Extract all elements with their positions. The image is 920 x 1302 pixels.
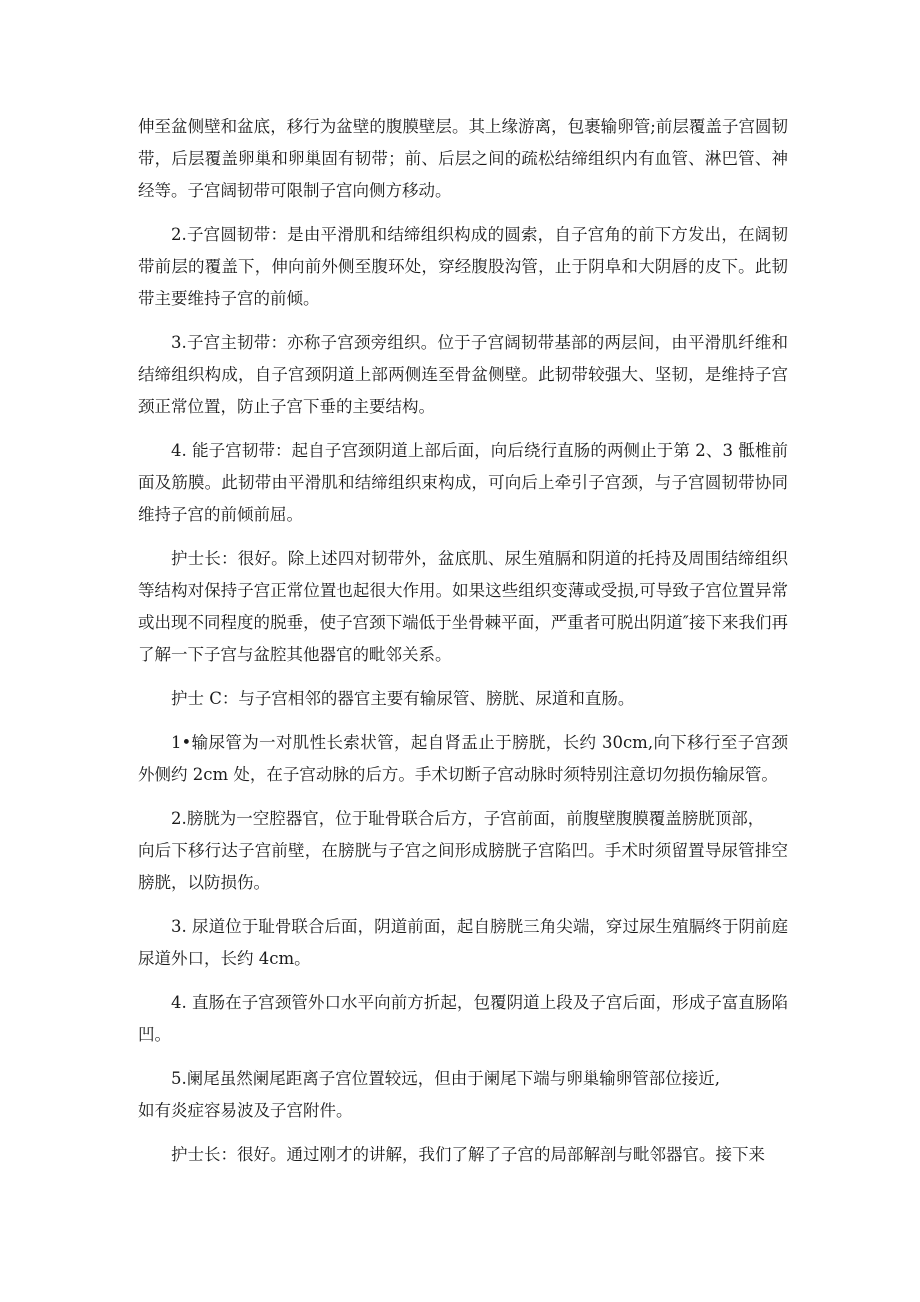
paragraph-rectum: 4. 直肠在子宫颈管外口水平向前方折起，包覆阴道上段及子宫后面，形成子富直肠陷凹。: [138, 993, 788, 1044]
paragraph-bladder-line1: 2.膀胱为一空腔器官，位于耻骨联合后方，子宫前面，前腹壁腹膜覆盖膀胱顶部，: [171, 809, 765, 828]
paragraph-ureter: 1•输尿管为一对肌性长索状管，起自肾盂止于膀胱，长约 30cm,向下移行至子宫颈外侧约 2cm 处，在子宫动脉的后方。手术切断子宫动脉时须特别注意切勿损伤输尿管。: [138, 733, 788, 784]
paragraph-bladder-line2: 向后下移行达子宫前壁，在膀胱与子宫之间形成膀胱子宫陷凹。手术时须留置导尿管排空膀胱，以防损伤。: [138, 841, 788, 892]
paragraph-head-nurse-summary: 护士长：很好。通过刚才的讲解，我们了解了子宫的局部解剖与毗邻器官。接下来: [171, 1145, 765, 1164]
paragraph-cardinal-ligament: 3.子宫主韧带：亦称子宫颈旁组织。位于子宫阔韧带基部的两层间，由平滑肌纤维和结缔组织构成，自子宫颈阴道上部两侧连至骨盆侧壁。此韧带较强大、坚韧，是维持子宫颈正常位置，防止子宫下垂的主要结构。: [138, 333, 788, 416]
paragraph-head-nurse-remark: 护士长：很好。除上述四对韧带外，盆底肌、尿生殖膈和阴道的托持及周围结缔组织等结构对保持子宫正常位置也起很大作用。如果这些组织变薄或受损,可导致子宫位置异常或出现不同程度的脱垂，使子宫颈下端低于坐骨棘平面，严重者可脱出阴道″接下来我们再了解一下子宫与盆腔其他器官的毗邻关系。: [138, 549, 788, 664]
paragraph-urethra: 3. 尿道位于耻骨联合后面，阴道前面，起自膀胱三角尖端，穿过尿生殖膈终于阴前庭尿道外口，长约 4cm。: [138, 917, 788, 968]
paragraph-uterosacral-ligament: 4. 能子宫韧带：起自子宫颈阴道上部后面，向后绕行直肠的两侧止于第 2、3 骶椎前面及筋膜。此韧带由平滑肌和结缔组织束构成，可向后上牵引子宫颈，与子宫圆韧带协同维持子宫的前倾前屈。: [138, 441, 788, 524]
document-body: [138, 111, 788, 1183]
paragraph-nurse-c-intro: 护士 C：与子宫相邻的器官主要有输尿管、膀胱、尿道和直肠。: [171, 689, 635, 708]
paragraph-broad-ligament-continued: 伸至盆侧壁和盆底，移行为盆壁的腹膜壁层。其上缘游离，包裹输卵管;前层覆盖子宫圆韧带，后层覆盖卵巢和卵巢固有韧带；前、后层之间的疏松结缔组织内有血管、淋巴管、神经等。子宫阔韧带可限制子宫向侧方移动。: [138, 117, 788, 200]
paragraph-appendix-line2: 如有炎症容易波及子宫附件。: [138, 1101, 353, 1120]
paragraph-round-ligament: 2.子宫圆韧带：是由平滑肌和结缔组织构成的圆索，自子宫角的前下方发出，在阔韧带前层的覆盖下，伸向前外侧至腹环处，穿经腹股沟管，止于阴阜和大阴唇的皮下。此韧带主要维持子宫的前倾。: [138, 225, 788, 308]
paragraph-appendix-line1: 5.阑尾虽然阑尾距离子宫位置较远，但由于阑尾下端与卵巢输卵管部位接近,: [171, 1069, 720, 1088]
